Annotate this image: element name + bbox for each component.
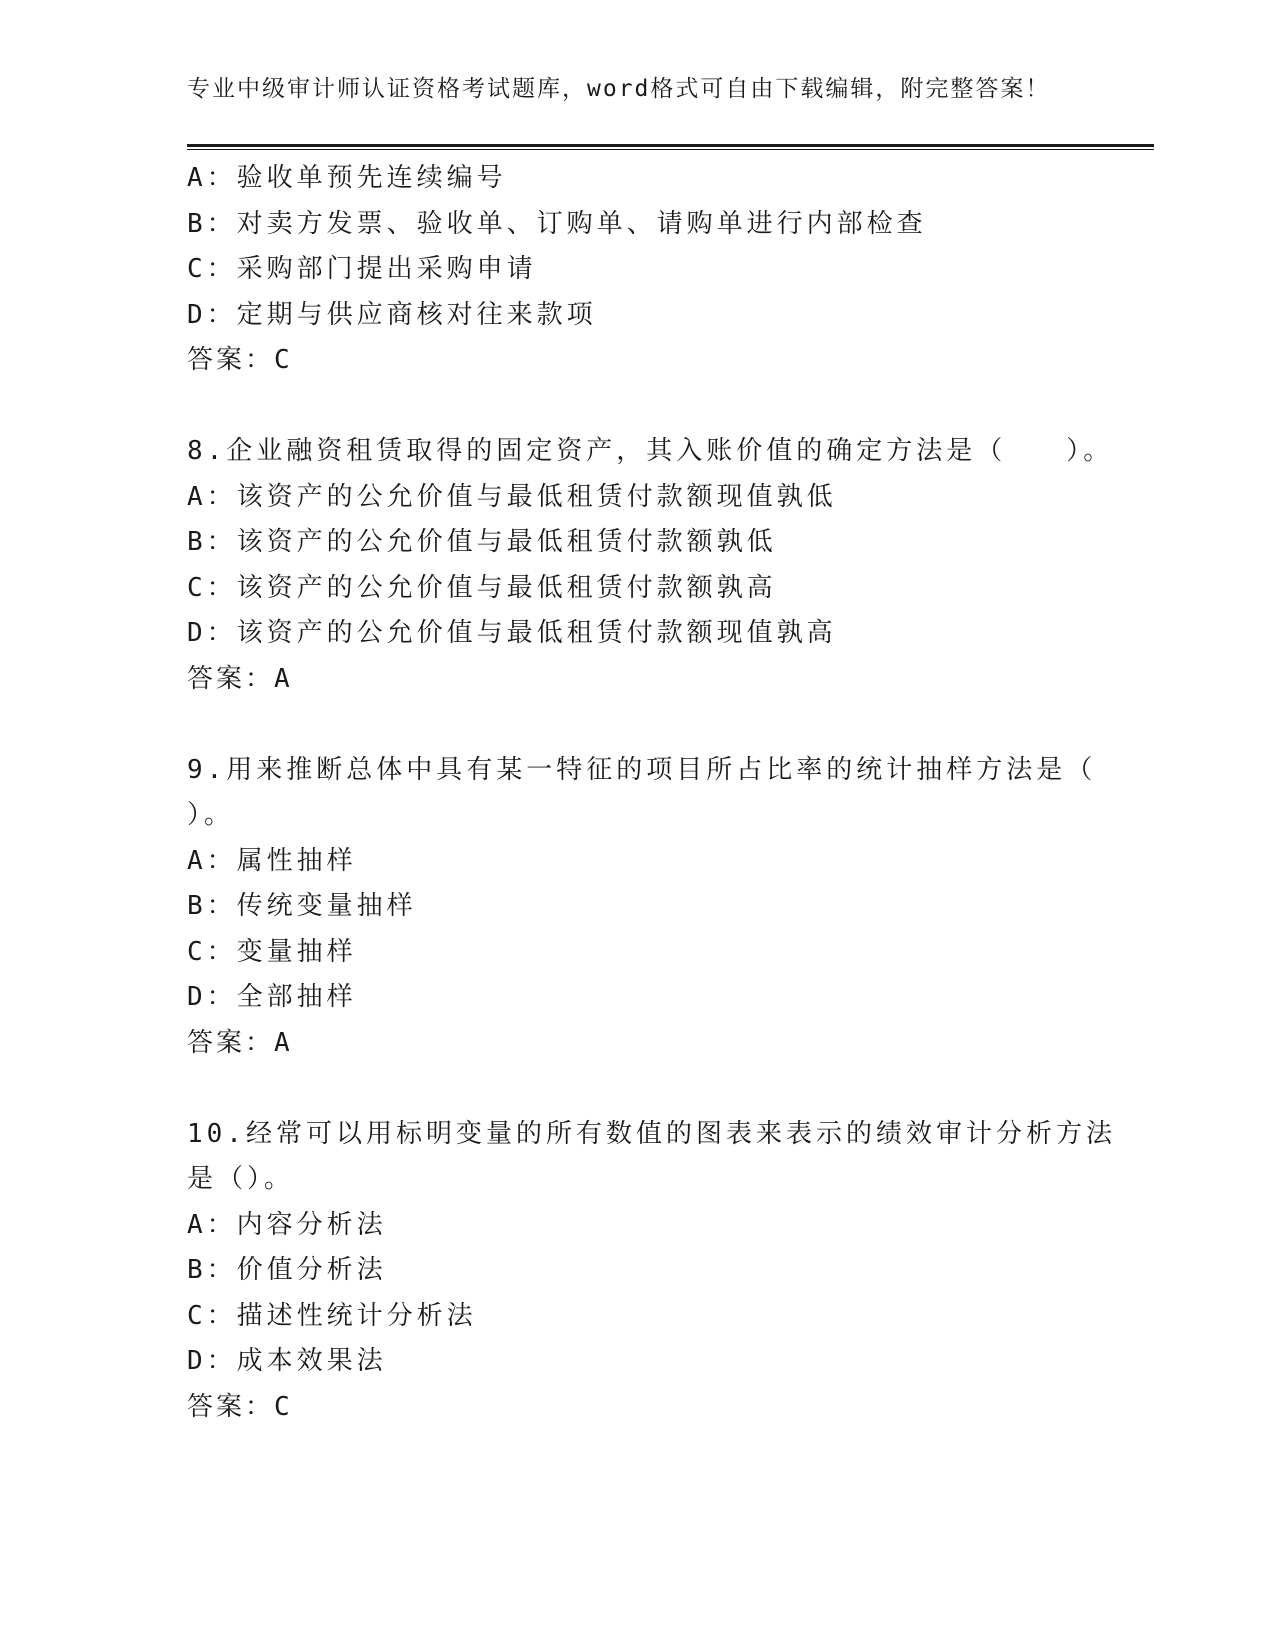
header-divider <box>187 144 1154 150</box>
option-b: B：对卖方发票、验收单、订购单、请购单进行内部检查 <box>187 208 927 239</box>
question-8 <box>187 429 1114 702</box>
option-d: D：全部抽样 <box>187 982 357 1012</box>
question-text-line-2: ）。 <box>187 800 235 830</box>
question-7 <box>187 156 1087 384</box>
option-c: C：采购部门提出采购申请 <box>187 254 537 284</box>
question-text-line-1: 10.经常可以用标明变量的所有数值的图表来表示的绩效审计分析方法 <box>187 1118 1116 1149</box>
page-header: 专业中级审计师认证资格考试题库，word格式可自由下载编辑，附完整答案！ <box>187 76 1051 102</box>
question-text: 8.企业融资租赁取得的固定资产，其入账价值的确定方法是（ ）。 <box>187 436 1114 466</box>
option-d: D：成本效果法 <box>187 1346 387 1376</box>
option-c: C：变量抽样 <box>187 936 357 967</box>
answer: 答案：A <box>187 663 293 694</box>
question-text-line-1: 9.用来推断总体中具有某一特征的项目所占比率的统计抽样方法是（ <box>187 754 1097 785</box>
option-d: D：该资产的公允价值与最低租赁付款额现值孰高 <box>187 618 837 648</box>
question-list <box>187 156 1116 1430</box>
spacer <box>187 1066 1087 1112</box>
question-9 <box>187 748 1097 1067</box>
option-c: C：描述性统计分析法 <box>187 1300 477 1331</box>
option-c: C：该资产的公允价值与最低租赁付款额孰高 <box>187 572 777 603</box>
option-d: D：定期与供应商核对往来款项 <box>187 299 597 330</box>
answer: 答案：C <box>187 1391 293 1422</box>
option-b: B：该资产的公允价值与最低租赁付款额孰低 <box>187 527 777 557</box>
answer: 答案：C <box>187 345 293 375</box>
spacer <box>187 702 1087 748</box>
option-b: B：传统变量抽样 <box>187 891 417 921</box>
option-a: A：该资产的公允价值与最低租赁付款额现值孰低 <box>187 481 837 512</box>
question-text-line-2: 是（）。 <box>187 1164 295 1194</box>
option-b: B：价值分析法 <box>187 1255 387 1285</box>
option-a: A：内容分析法 <box>187 1209 387 1240</box>
option-a: A：属性抽样 <box>187 845 357 876</box>
spacer <box>187 384 1087 430</box>
answer: 答案：A <box>187 1027 293 1058</box>
option-a: A：验收单预先连续编号 <box>187 163 507 193</box>
question-10 <box>187 1112 1116 1431</box>
